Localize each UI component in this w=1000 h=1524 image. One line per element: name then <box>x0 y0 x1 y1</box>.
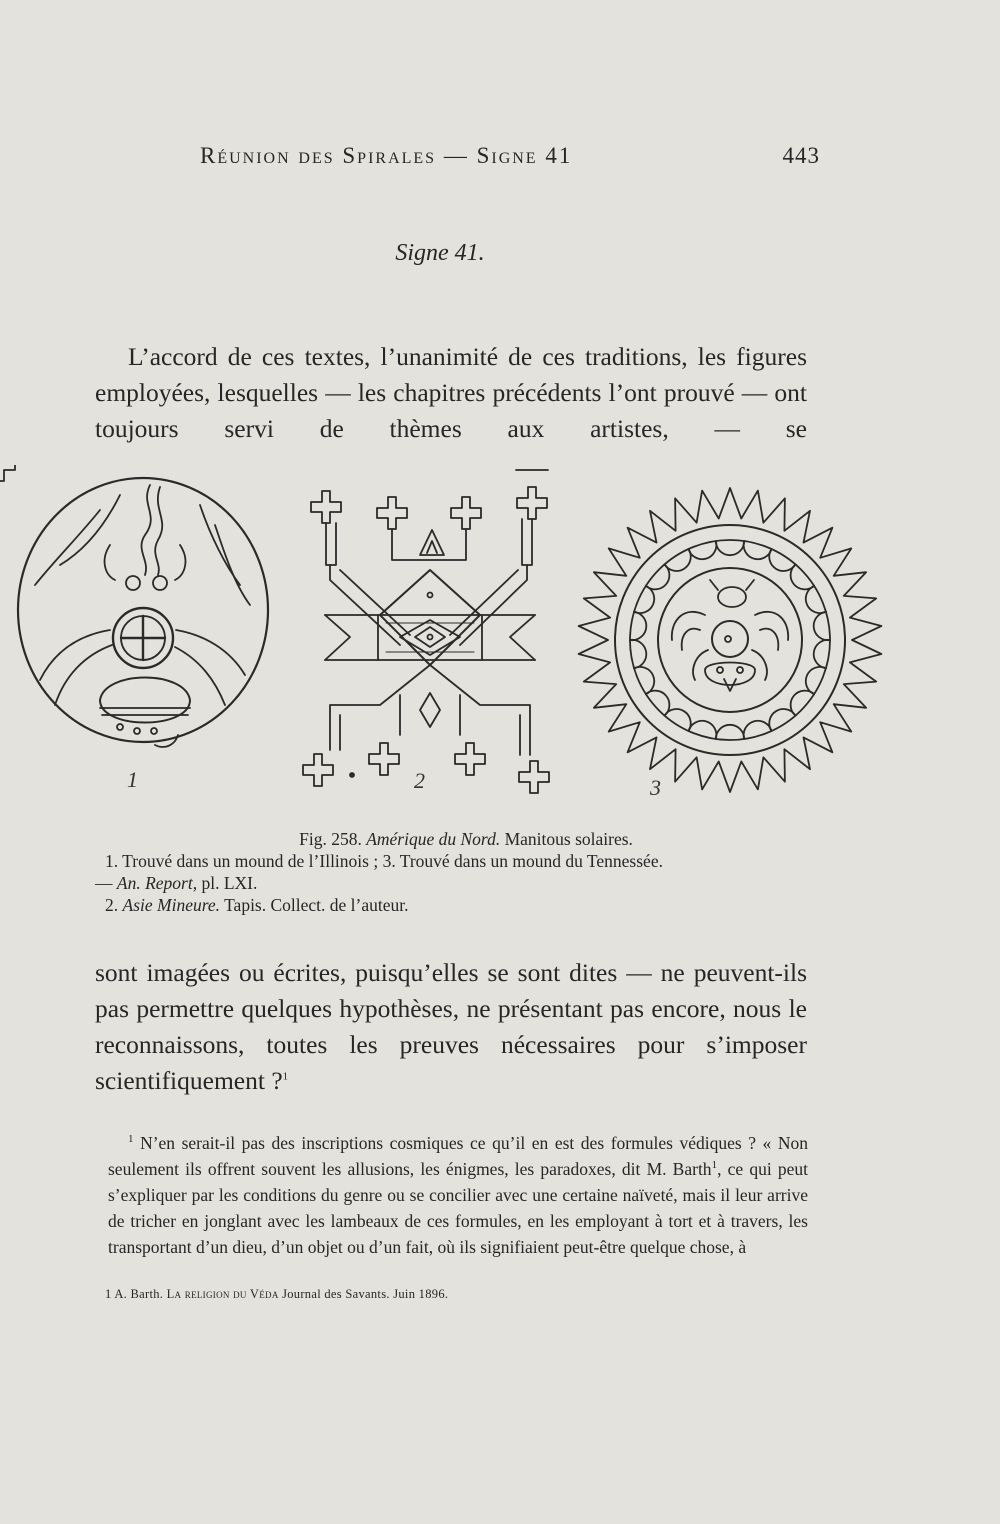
figure-1-label: 1 <box>127 767 138 792</box>
caption-line-2-rest: pl. LXI. <box>201 873 258 893</box>
caption-line-2-italic: An. Report, <box>116 873 198 893</box>
figure-3-label: 3 <box>650 775 661 800</box>
footnote-ref: 1 <box>282 1070 289 1083</box>
figure-258 <box>0 465 1000 815</box>
figure-3-tennessee-sun <box>579 488 882 792</box>
caption-fig-label: Fig. 258. <box>299 829 362 849</box>
sun-scallop <box>716 725 744 739</box>
caption-desc: Manitous solaires. <box>504 829 633 849</box>
footnote-2-journal: Journal des Savants. Juin 1896. <box>282 1287 449 1301</box>
footnote-2-marker: 1 <box>105 1287 112 1301</box>
footnote-1-ref: 1 <box>711 1159 718 1172</box>
figure-2-carpet-motif <box>0 465 549 793</box>
sun-scallop <box>769 709 795 731</box>
running-head <box>200 143 820 183</box>
sun-scallop <box>665 709 691 731</box>
paragraph-2-text <box>95 955 807 1099</box>
paragraph-1-text: L’accord de ces textes, l’unanimité de ces traditions, les figures employées, lesquelles — les chapitres précédents l’ont prouvé — ont toujours servi de thèmes aux artistes, — se <box>95 342 807 443</box>
caption-line-1: 1. Trouvé dans un mound de l’Illinois ; 3. Trouvé dans un mound du Tennessée. <box>105 851 663 871</box>
caption-line-3 <box>95 894 807 916</box>
sun-scallop <box>791 691 814 716</box>
paragraph-1 <box>95 339 807 447</box>
sun-scallop <box>665 549 691 571</box>
page-number: 443 <box>782 143 820 168</box>
sun-scallop <box>791 564 814 589</box>
sun-scallop <box>646 564 669 589</box>
figure-2-label: 2 <box>414 768 425 793</box>
footnote-1 <box>108 1130 808 1260</box>
footnote-1-text-a: N’en serait-il pas des inscriptions cosmiques ce qu’il en est des formules védiques ? « Non seulement ils offrent souvent les allusions, les énigmes, les paradoxes, dit M. Barth <box>108 1133 808 1179</box>
footnote-2-author: A. Barth. <box>114 1287 164 1301</box>
figure-caption <box>95 828 807 916</box>
caption-line-2-dash: — <box>95 873 113 893</box>
caption-line-3-num: 2. <box>105 895 119 915</box>
footnote-2-work: La religion du Véda <box>166 1287 279 1301</box>
caption-line-3-italic: Asie Mineure. <box>122 895 221 915</box>
sun-scallop <box>769 549 795 571</box>
footnote-1-text <box>108 1130 808 1260</box>
sun-scallop <box>716 541 744 555</box>
figure-1-illinois-disc <box>18 478 268 747</box>
section-title: Signe 41. <box>395 240 485 266</box>
footnote-1-marker: 1 <box>128 1133 134 1146</box>
caption-line-2 <box>95 872 807 894</box>
paragraph-2-body: sont imagées ou écrites, puisqu’elles se sont dites — ne peuvent-ils pas permettre quelques hypothèses, ne présentant pas encore, nous le reconnaissons, toutes les preuves nécessaires pour s’imposer scientifiquement ? <box>95 958 807 1095</box>
caption-line-3-rest: Tapis. Collect. de l’auteur. <box>224 895 409 915</box>
paragraph-2 <box>95 955 807 1099</box>
caption-place: Amérique du Nord. <box>366 829 501 849</box>
footnote-1-text-b: , ce qui peut s’expliquer par les conditions du genre ou se concilier avec une certaine naïveté, mais il leur arrive de tricher en jonglant avec les lambeaux de ces formules, en les employant à tort et à travers, les transportant d’un dieu, d’un objet ou d’un fait, où ils signifiaient peut-être quelque chose, à <box>108 1159 808 1257</box>
running-title: Réunion des Spirales — Signe 41 <box>200 143 573 168</box>
caption-title <box>95 828 807 850</box>
footnote-2 <box>105 1287 605 1302</box>
sun-scallop <box>646 691 669 716</box>
